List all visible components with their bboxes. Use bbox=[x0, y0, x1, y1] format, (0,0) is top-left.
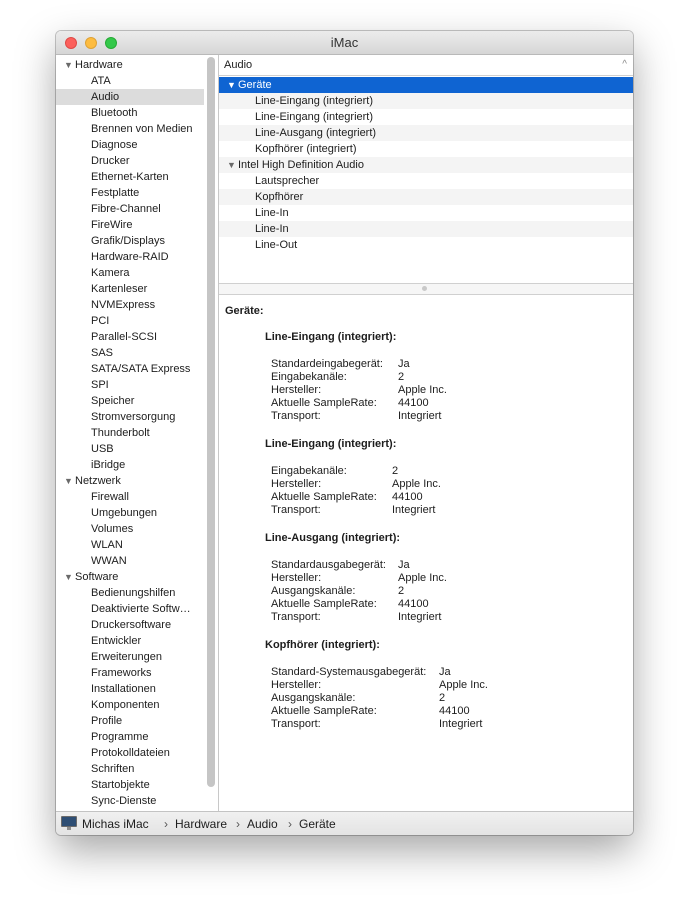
sidebar-item-label: iBridge bbox=[91, 459, 126, 471]
sidebar-item[interactable] bbox=[56, 633, 204, 649]
section-header-label: Audio bbox=[224, 59, 253, 71]
sidebar-item-label: Hardware bbox=[75, 59, 123, 71]
tree-item-label: Line-Eingang (integriert) bbox=[255, 111, 374, 123]
tree-item[interactable] bbox=[219, 221, 633, 237]
sidebar-item[interactable] bbox=[56, 537, 204, 553]
detail-section-title: Line-Eingang (integriert): bbox=[265, 438, 397, 450]
sidebar-item[interactable] bbox=[56, 201, 204, 217]
sidebar-item-label: Firewall bbox=[91, 491, 129, 503]
sidebar-item[interactable] bbox=[56, 697, 204, 713]
sidebar-item[interactable] bbox=[56, 281, 204, 297]
sidebar-item[interactable] bbox=[56, 441, 204, 457]
sidebar-item[interactable] bbox=[56, 169, 204, 185]
sidebar-item-label: Protokolldateien bbox=[91, 747, 170, 759]
disclosure-triangle-icon[interactable]: ▼ bbox=[227, 160, 236, 170]
chevron-up-icon[interactable]: ^ bbox=[622, 59, 627, 70]
sidebar-item-label: Profile bbox=[91, 715, 123, 727]
main-pane bbox=[219, 55, 633, 811]
detail-value: 44100 bbox=[439, 705, 470, 717]
detail-section-title: Kopfhörer (integriert): bbox=[265, 639, 380, 651]
sidebar-item[interactable] bbox=[56, 745, 204, 761]
breadcrumb-separator-icon: › bbox=[288, 817, 292, 831]
sidebar-item[interactable] bbox=[56, 425, 204, 441]
detail-value: 2 bbox=[398, 371, 405, 383]
tree-item-label: Intel High Definition Audio bbox=[238, 159, 364, 171]
tree-item[interactable] bbox=[219, 205, 633, 221]
sidebar-group[interactable] bbox=[56, 57, 204, 73]
detail-key: Hersteller: bbox=[271, 572, 322, 584]
sidebar-item-label: Audio bbox=[91, 91, 120, 103]
sidebar-item[interactable] bbox=[56, 329, 204, 345]
detail-value: Integriert bbox=[392, 504, 436, 516]
sidebar-item[interactable] bbox=[56, 777, 204, 793]
detail-key: Aktuelle SampleRate: bbox=[271, 491, 377, 503]
sidebar-item-label: Bluetooth bbox=[91, 107, 138, 119]
tree-item[interactable] bbox=[219, 173, 633, 189]
sidebar-item[interactable] bbox=[56, 73, 204, 89]
sidebar-item-label: Grafik/Displays bbox=[91, 235, 165, 247]
detail-title: Geräte: bbox=[225, 305, 264, 317]
sidebar-item-label: WLAN bbox=[91, 539, 123, 551]
sidebar-item[interactable] bbox=[56, 393, 204, 409]
disclosure-triangle-icon[interactable]: ▼ bbox=[64, 60, 73, 70]
breadcrumb-separator-icon: › bbox=[164, 817, 168, 831]
sidebar-item-label: Kartenleser bbox=[91, 283, 148, 295]
sidebar-item[interactable] bbox=[56, 729, 204, 745]
sidebar-item[interactable] bbox=[56, 553, 204, 569]
system-information-window bbox=[56, 31, 633, 835]
sidebar-group[interactable] bbox=[56, 473, 204, 489]
tree-item-label: Kopfhörer (integriert) bbox=[255, 143, 357, 155]
breadcrumb-item[interactable]: Hardware bbox=[175, 817, 228, 831]
breadcrumb-separator-icon: › bbox=[236, 817, 240, 831]
detail-section-title: Line-Ausgang (integriert): bbox=[265, 532, 401, 544]
detail-value: Ja bbox=[398, 358, 410, 370]
sidebar-item-label: Diagnose bbox=[91, 139, 138, 151]
detail-value: Apple Inc. bbox=[398, 572, 447, 584]
sidebar-item-label: Parallel-SCSI bbox=[91, 331, 158, 343]
sidebar-group[interactable] bbox=[56, 569, 204, 585]
sidebar-item[interactable] bbox=[56, 345, 204, 361]
sidebar-item-label: PCI bbox=[91, 315, 110, 327]
sidebar-item[interactable] bbox=[56, 409, 204, 425]
sidebar-item-label: Thunderbolt bbox=[91, 427, 150, 439]
sidebar-item[interactable] bbox=[56, 377, 204, 393]
sidebar-item[interactable] bbox=[56, 713, 204, 729]
detail-key: Transport: bbox=[271, 611, 321, 623]
detail-key: Aktuelle SampleRate: bbox=[271, 598, 377, 610]
tree-group[interactable] bbox=[219, 157, 633, 173]
sidebar-item[interactable] bbox=[56, 153, 204, 169]
detail-value: Ja bbox=[398, 559, 410, 571]
tree-item[interactable] bbox=[219, 93, 633, 109]
detail-value: 44100 bbox=[398, 397, 429, 409]
detail-value: Apple Inc. bbox=[439, 679, 488, 691]
breadcrumb-item[interactable]: Geräte bbox=[299, 817, 336, 831]
tree-item[interactable] bbox=[219, 141, 633, 157]
sidebar-item-label: NVMExpress bbox=[91, 299, 156, 311]
tree-item-label: Geräte bbox=[238, 79, 272, 91]
sidebar-item[interactable] bbox=[56, 233, 204, 249]
detail-key: Transport: bbox=[271, 410, 321, 422]
tree-item[interactable] bbox=[219, 125, 633, 141]
sidebar-item-label: Kamera bbox=[91, 267, 130, 279]
tree-item[interactable] bbox=[219, 109, 633, 125]
sidebar-item-label: Installationen bbox=[91, 683, 156, 695]
detail-value: Apple Inc. bbox=[398, 384, 447, 396]
tree-item-label: Kopfhörer bbox=[255, 191, 304, 203]
title-bar bbox=[56, 31, 633, 55]
sidebar-item-label: Volumes bbox=[91, 523, 134, 535]
sidebar-item-label: Umgebungen bbox=[91, 507, 158, 519]
sidebar-item[interactable] bbox=[56, 793, 204, 809]
sidebar-item-label: Ethernet-Karten bbox=[91, 171, 169, 183]
detail-key: Standardausgabegerät: bbox=[271, 559, 386, 571]
sidebar-item[interactable] bbox=[56, 249, 204, 265]
sidebar-item[interactable] bbox=[56, 361, 204, 377]
sidebar-item[interactable] bbox=[56, 761, 204, 777]
sidebar-item-label: SATA/SATA Express bbox=[91, 363, 191, 375]
minimize-button[interactable] bbox=[85, 37, 97, 49]
sidebar-item-label: USB bbox=[91, 443, 114, 455]
section-header[interactable] bbox=[219, 55, 633, 76]
sidebar-item[interactable] bbox=[56, 681, 204, 697]
close-button[interactable] bbox=[65, 37, 77, 49]
detail-key: Ausgangskanäle: bbox=[271, 585, 356, 597]
split-view-divider[interactable] bbox=[219, 283, 633, 295]
disclosure-triangle-icon[interactable]: ▼ bbox=[64, 572, 73, 582]
window-title: iMac bbox=[330, 35, 359, 50]
detail-value: Apple Inc. bbox=[392, 478, 441, 490]
detail-section-title: Line-Eingang (integriert): bbox=[265, 331, 397, 343]
sidebar-item-label: SPI bbox=[91, 379, 109, 391]
sidebar-item[interactable] bbox=[56, 297, 204, 313]
divider-handle-icon[interactable] bbox=[422, 286, 427, 291]
sidebar-item[interactable] bbox=[56, 217, 204, 233]
sidebar-item-label: Brennen von Medien bbox=[91, 123, 193, 135]
sidebar-item[interactable] bbox=[56, 617, 204, 633]
sidebar-item[interactable] bbox=[56, 185, 204, 201]
breadcrumb-item[interactable]: Audio bbox=[247, 817, 278, 831]
sidebar-item-label: Stromversorgung bbox=[91, 411, 176, 423]
sidebar-item[interactable] bbox=[56, 649, 204, 665]
sidebar-item[interactable] bbox=[56, 457, 204, 473]
disclosure-triangle-icon[interactable]: ▼ bbox=[227, 80, 236, 90]
detail-key: Ausgangskanäle: bbox=[271, 692, 356, 704]
detail-key: Eingabekanäle: bbox=[271, 465, 347, 477]
disclosure-triangle-icon[interactable]: ▼ bbox=[64, 476, 73, 486]
detail-key: Standard-Systemausgabegerät: bbox=[271, 666, 427, 678]
sidebar-item-label: Schriften bbox=[91, 763, 135, 775]
imac-icon bbox=[61, 816, 77, 831]
sidebar-item-label: Programme bbox=[91, 731, 149, 743]
sidebar-item-label: Fibre-Channel bbox=[91, 203, 161, 215]
sidebar-item[interactable] bbox=[56, 601, 204, 617]
sidebar-item[interactable] bbox=[56, 121, 204, 137]
detail-key: Aktuelle SampleRate: bbox=[271, 705, 377, 717]
sidebar-item-label: Sync-Dienste bbox=[91, 795, 157, 807]
detail-value: 44100 bbox=[398, 598, 429, 610]
detail-value: Integriert bbox=[398, 410, 442, 422]
sidebar-item-label: Festplatte bbox=[91, 187, 140, 199]
detail-key: Hersteller: bbox=[271, 384, 322, 396]
detail-key: Transport: bbox=[271, 504, 321, 516]
sidebar-scrollbar[interactable] bbox=[207, 57, 215, 787]
sidebar-item-label: ATA bbox=[91, 75, 111, 87]
sidebar-item[interactable] bbox=[56, 665, 204, 681]
sidebar-item-label: Bedienungshilfen bbox=[91, 587, 176, 599]
sidebar-item-label: Entwickler bbox=[91, 635, 142, 647]
path-bar bbox=[56, 811, 633, 835]
sidebar bbox=[56, 55, 219, 811]
tree-item[interactable] bbox=[219, 189, 633, 205]
sidebar-item-label: Speicher bbox=[91, 395, 135, 407]
sidebar-item-label: Druckersoftware bbox=[91, 619, 172, 631]
tree-item[interactable] bbox=[219, 237, 633, 253]
sidebar-item[interactable] bbox=[56, 521, 204, 537]
sidebar-item-label: Drucker bbox=[91, 155, 130, 167]
sidebar-item[interactable] bbox=[56, 105, 204, 121]
detail-value: 44100 bbox=[392, 491, 423, 503]
sidebar-item[interactable] bbox=[56, 265, 204, 281]
detail-key: Hersteller: bbox=[271, 679, 322, 691]
detail-value: Ja bbox=[439, 666, 451, 678]
sidebar-item-label: FireWire bbox=[91, 219, 133, 231]
tree-item-label: Line-In bbox=[255, 223, 289, 235]
tree-group[interactable] bbox=[219, 77, 633, 93]
zoom-button[interactable] bbox=[105, 37, 117, 49]
sidebar-item[interactable] bbox=[56, 89, 204, 105]
tree-item-label: Line-In bbox=[255, 207, 289, 219]
detail-key: Standardeingabegerät: bbox=[271, 358, 383, 370]
detail-key: Transport: bbox=[271, 718, 321, 730]
sidebar-item-label: Komponenten bbox=[91, 699, 160, 711]
sidebar-item[interactable] bbox=[56, 505, 204, 521]
detail-value: 2 bbox=[398, 585, 405, 597]
detail-key: Hersteller: bbox=[271, 478, 322, 490]
detail-value: Integriert bbox=[439, 718, 483, 730]
detail-key: Aktuelle SampleRate: bbox=[271, 397, 377, 409]
sidebar-item-label: WWAN bbox=[91, 555, 127, 567]
sidebar-item-label: Frameworks bbox=[91, 667, 152, 679]
detail-key: Eingabekanäle: bbox=[271, 371, 347, 383]
sidebar-item-label: Deaktivierte Softw… bbox=[91, 603, 191, 615]
sidebar-item-label: Netzwerk bbox=[75, 475, 121, 487]
sidebar-item-label: Startobjekte bbox=[91, 779, 150, 791]
sidebar-item[interactable] bbox=[56, 137, 204, 153]
tree-item-label: Line-Eingang (integriert) bbox=[255, 95, 374, 107]
sidebar-item-label: SAS bbox=[91, 347, 114, 359]
tree-item-label: Line-Ausgang (integriert) bbox=[255, 127, 377, 139]
sidebar-item[interactable] bbox=[56, 489, 204, 505]
sidebar-item[interactable] bbox=[56, 585, 204, 601]
detail-value: 2 bbox=[439, 692, 446, 704]
breadcrumb-item[interactable]: Michas iMac bbox=[82, 817, 149, 831]
tree-item-label: Lautsprecher bbox=[255, 175, 320, 187]
sidebar-item-label: Software bbox=[75, 571, 119, 583]
sidebar-item-label: Hardware-RAID bbox=[91, 251, 169, 263]
detail-value: Integriert bbox=[398, 611, 442, 623]
sidebar-item-label: Erweiterungen bbox=[91, 651, 162, 663]
sidebar-item[interactable] bbox=[56, 313, 204, 329]
detail-value: 2 bbox=[392, 465, 399, 477]
tree-item-label: Line-Out bbox=[255, 239, 298, 251]
